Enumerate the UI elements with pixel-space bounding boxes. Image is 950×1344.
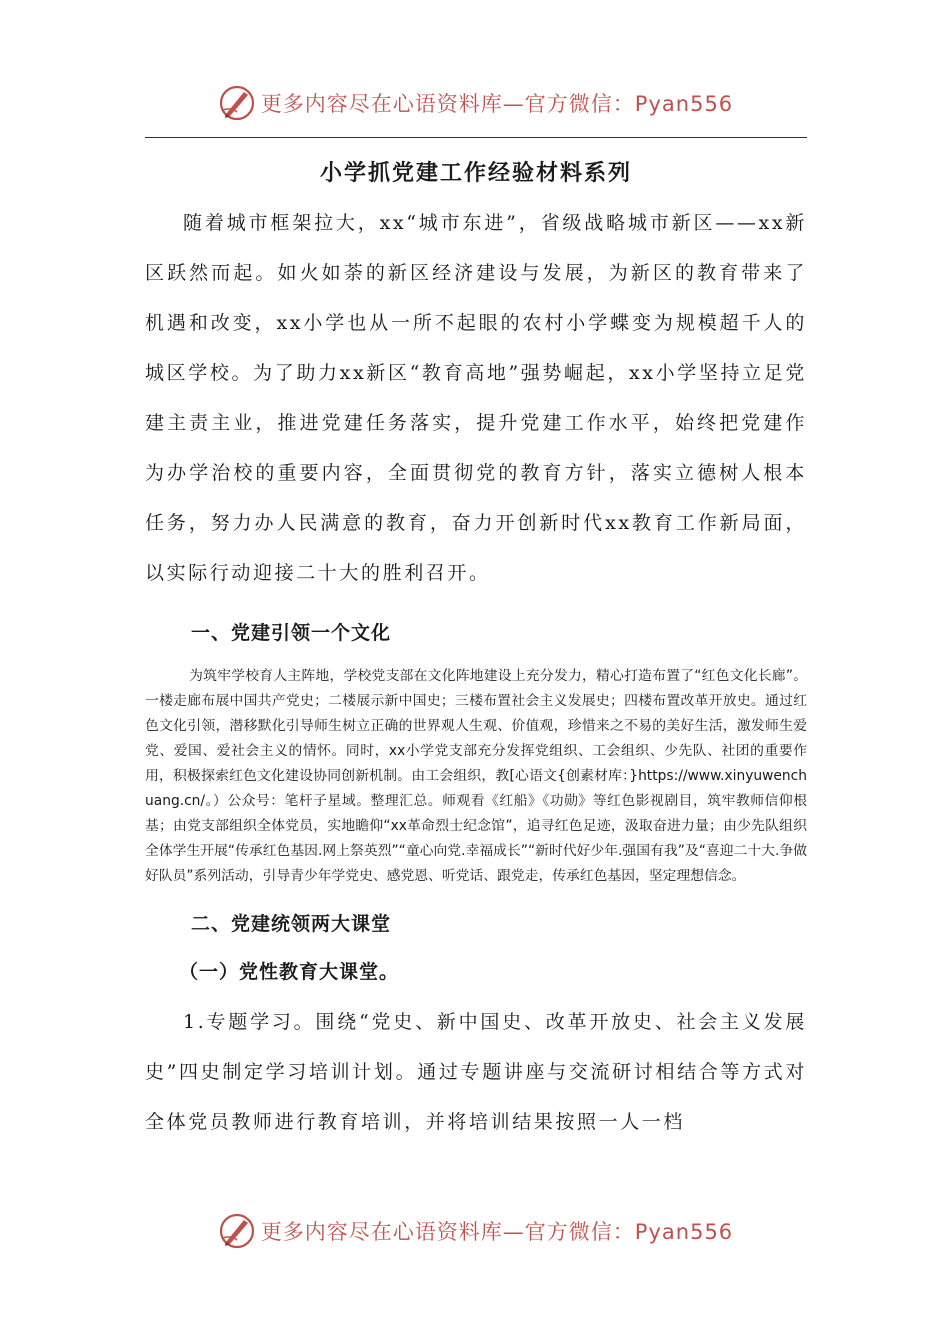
- subsection-1-heading: （一）党性教育大课堂。: [179, 961, 400, 983]
- section-1-paragraph: 为筑牢学校育人主阵地，学校党支部在文化阵地建设上充分发力，精心打造布置了“红色文化长廊”。一楼走廊布展中国共产党史；二楼展示新中国史；三楼布置社会主义发展史；四楼布置改革开放史。通过红色文化引领，潜移默化引导师生树立正确的世界观人生观、价值观，珍惜来之不易的美好生活，激发师生爱党、爱国、爱社会主义的情怀。同时，xx小学党支部充分发挥党组织、工会组织、少先队、社团的重要作用，积极探索红色文化建设协同创新机制。由工会组织，教[心语文{创素材库：}https://www.xinyuwenchuang.cn/。）公众号：笔杆子星域。整理汇总。师观看《红船》《功勋》等红色影视剧目，筑牢教师信仰根基；由党支部组织全体党员，实地瞻仰“xx革命烈士纪念馆”，追寻红色足迹，汲取奋进力量；由少先队组织全体学生开展“传承红色基因.网上祭英烈”“童心向党.幸福成长”“新时代好少年.强国有我”及“喜迎二十大.争做好队员”系列活动，引导青少年学党史、感党恩、听党话、跟党走，传承红色基因，坚定理想信念。: [145, 668, 807, 884]
- document-body: [145, 150, 807, 1147]
- pen-circle-logo-icon: [217, 83, 257, 123]
- item-1-paragraph: 1.专题学习。围绕“党史、新中国史、改革开放史、社会主义发展史”四史制定学习培训计划。通过专题讲座与交流研讨相结合等方式对全体党员教师进行教育培训，并将培训结果按照一人一档: [145, 1011, 807, 1133]
- header-divider: [145, 137, 807, 138]
- page-title: 小学抓党建工作经验材料系列: [319, 161, 632, 186]
- intro-paragraph: 随着城市框架拉大，xx“城市东进”，省级战略城市新区——xx新区跃然而起。如火如荼的新区经济建设与发展，为新区的教育带来了机遇和改变，xx小学也从一所不起眼的农村小学蝶变为规模超千人的城区学校。为了助力xx新区“教育高地”强势崛起，xx小学坚持立足党建主责主业，推进党建任务落实，提升党建工作水平，始终把党建作为办学治校的重要内容，全面贯彻党的教育方针，落实立德树人根本任务，努力办人民满意的教育，奋力开创新时代xx教育工作新局面，以实际行动迎接二十大的胜利召开。: [145, 212, 807, 584]
- watermark-text: 更多内容尽在心语资料库—官方微信：Pyan556: [260, 92, 734, 116]
- watermark-text: 更多内容尽在心语资料库—官方微信：Pyan556: [260, 1220, 734, 1244]
- watermark-footer: [0, 1206, 950, 1256]
- watermark-header: [0, 78, 950, 128]
- section-1-heading: 一、党建引领一个文化: [191, 622, 392, 644]
- pen-circle-logo-icon: [217, 1211, 257, 1251]
- section-2-heading: 二、党建统领两大课堂: [191, 913, 392, 935]
